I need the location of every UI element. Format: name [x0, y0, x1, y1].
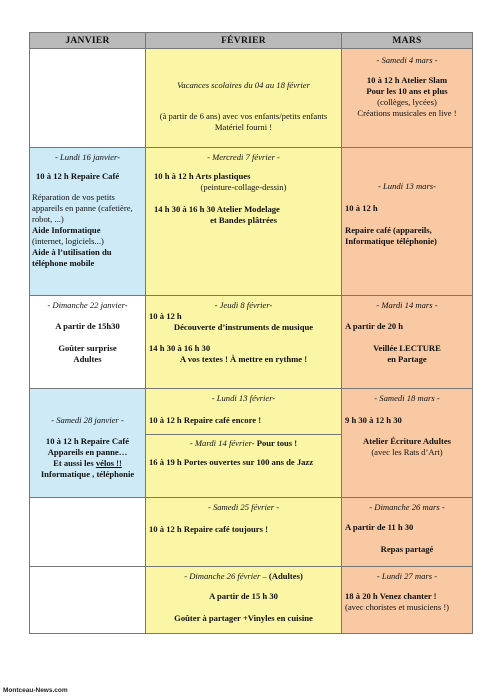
event-date: - Lundi 27 mars - [376, 571, 438, 581]
cell-mars-repas [342, 498, 473, 567]
event-detail: Créations musicales en live ! [357, 108, 457, 118]
event-date-text: - Dimanche 26 février – [184, 571, 267, 581]
cell-mars-chanter [342, 567, 473, 634]
header-fevrier: FÉVRIER [146, 33, 342, 49]
event-detail [30, 458, 145, 469]
event-title: 16 à 19 h Portes ouvertes sur 100 ans de Jazz [149, 457, 314, 467]
event-title: Veillée LECTURE [373, 343, 441, 353]
vacances-age: (à partir de 6 ans) avec vos enfants/petits enfants [159, 111, 328, 121]
cell-fevrier-musique [146, 296, 342, 389]
event-title: 10 à 12 h Repaire café encore ! [149, 415, 262, 425]
cell-janvier-empty-5 [30, 498, 146, 567]
event-audience: Pour les 10 ans et plus [366, 86, 448, 96]
event-title: 18 à 20 h Venez chanter ! [345, 591, 437, 601]
schedule-row-2 [30, 148, 473, 296]
event-time-title: 14 h 30 à 16 h 30 Atelier Modelage [154, 204, 280, 214]
event-date: - Mardi 14 mars - [376, 300, 438, 310]
event-date [146, 438, 341, 449]
event-time: A partir de 20 h [345, 321, 404, 331]
cell-mars-veillee [342, 296, 473, 389]
event-detail: Repaire café (appareils, [345, 225, 432, 235]
event-time-title: 10 h à 12 h Arts plastiques [154, 171, 251, 181]
event-date: - Samedi 4 mars - [376, 55, 438, 65]
schedule-row-4 [30, 389, 473, 498]
event-audience: Pour tous ! [254, 438, 298, 448]
cell-janvier-empty-6 [30, 567, 146, 634]
event-detail: Informatique , téléphonie [40, 469, 135, 479]
event-date: - Dimanche 26 mars - [369, 502, 445, 512]
cell-mars-slam [342, 49, 473, 148]
event-title: Goûter surprise [58, 343, 117, 353]
event-title: 10 à 12 h Repaire Café [45, 436, 130, 446]
event-date: - Samedi 18 mars - [374, 393, 440, 403]
header-row [30, 33, 473, 49]
event-detail: et Bandes plâtrées [210, 215, 277, 225]
header-mars: MARS [342, 33, 473, 49]
subcell-lundi-13 [146, 389, 341, 434]
cell-fevrier-vacances [146, 49, 342, 148]
event-time: A partir de 15 h 30 [209, 591, 278, 601]
event-date: - Lundi 13 février- [211, 393, 276, 403]
cell-mars-ecriture [342, 389, 473, 498]
event-time: 14 h 30 à 16 h 30 [149, 343, 211, 353]
event-title: Goûter à partager +Vinyles en cuisine [174, 613, 313, 623]
event-time: 10 à 12 h [149, 311, 182, 321]
schedule-row-6 [30, 567, 473, 634]
event-detail: appareils en panne (cafetière, [32, 203, 133, 213]
header-janvier: JANVIER [30, 33, 146, 49]
event-detail: Appareils en panne… [47, 447, 128, 457]
event-time: 10 à 12 h [345, 203, 378, 213]
cell-fevrier-split [146, 389, 342, 498]
event-title: Repas partagé [380, 544, 434, 554]
vacances-materiel: Matériel fourni ! [214, 122, 273, 132]
event-detail: (avec choristes et musiciens !) [345, 602, 450, 612]
event-detail: (avec les Rats d’Art) [371, 447, 443, 457]
source-credit: Montceau-News.com [3, 687, 68, 694]
vacances-dates: Vacances scolaires du 04 au 18 février [177, 80, 310, 90]
event-date: - Mercredi 7 février - [207, 152, 280, 162]
event-audience: Adultes [73, 354, 102, 364]
event-date: - Lundi 13 mars- [377, 181, 436, 191]
cell-janvier-repaire-velos [30, 389, 146, 498]
schedule-table [29, 32, 473, 634]
event-detail: Informatique téléphonie) [345, 236, 437, 246]
schedule-row-1 [30, 49, 473, 148]
event-title: A vos textes ! À mettre en rythme ! [179, 354, 308, 364]
event-detail: Aide Informatique [32, 225, 101, 235]
event-date: - Dimanche 22 janvier- [47, 300, 128, 310]
velos-prefix: Et aussi les [53, 458, 96, 468]
event-time-title: 10 à 12 h Atelier Slam [366, 75, 448, 85]
event-title: Découverte d’instruments de musique [173, 322, 314, 332]
event-time: A partir de 11 h 30 [345, 522, 414, 532]
velos-highlight: vélos !! [95, 458, 122, 468]
cell-fevrier-gouter-vinyles [146, 567, 342, 634]
event-detail: (peinture-collage-dessin) [200, 182, 287, 192]
cell-janvier-repaire-cafe [30, 148, 146, 296]
event-detail: téléphone mobile [32, 258, 95, 268]
cell-fevrier-arts [146, 148, 342, 296]
event-title: en Partage [387, 354, 427, 364]
event-time: 9 h 30 à 12 h 30 [345, 415, 402, 425]
event-detail: Réparation de vos petits [32, 192, 115, 202]
cell-mars-repaire-cafe [342, 148, 473, 296]
cell-fevrier-repaire-toujours [146, 498, 342, 567]
subcell-mardi-14 [146, 434, 341, 497]
event-detail: (collèges, lycées) [377, 97, 437, 107]
event-date: - Samedi 25 février - [207, 502, 280, 512]
cell-janvier-empty-1 [30, 49, 146, 148]
event-date: - Jeudi 8 février- [214, 300, 273, 310]
event-date [146, 571, 341, 582]
event-audience: (Adultes) [266, 571, 303, 581]
cell-janvier-gouter [30, 296, 146, 389]
event-time: A partir de 15h30 [55, 321, 120, 331]
schedule-row-5 [30, 498, 473, 567]
event-date-text: - Mardi 14 février- [189, 438, 255, 448]
event-date: - Samedi 28 janvier - [51, 415, 124, 425]
event-title: 10 à 12 h Repaire café toujours ! [149, 524, 268, 534]
event-title: 10 à 12 h Repaire Café [36, 171, 120, 181]
event-title: Atelier Écriture Adultes [363, 436, 451, 446]
event-detail: (internet, logiciels...) [32, 236, 104, 246]
event-detail: robot, ...) [32, 214, 64, 224]
event-detail: Aide à l’utilisation du [32, 247, 112, 257]
schedule-row-3 [30, 296, 473, 389]
event-date: - Lundi 16 janvier- [55, 152, 120, 162]
